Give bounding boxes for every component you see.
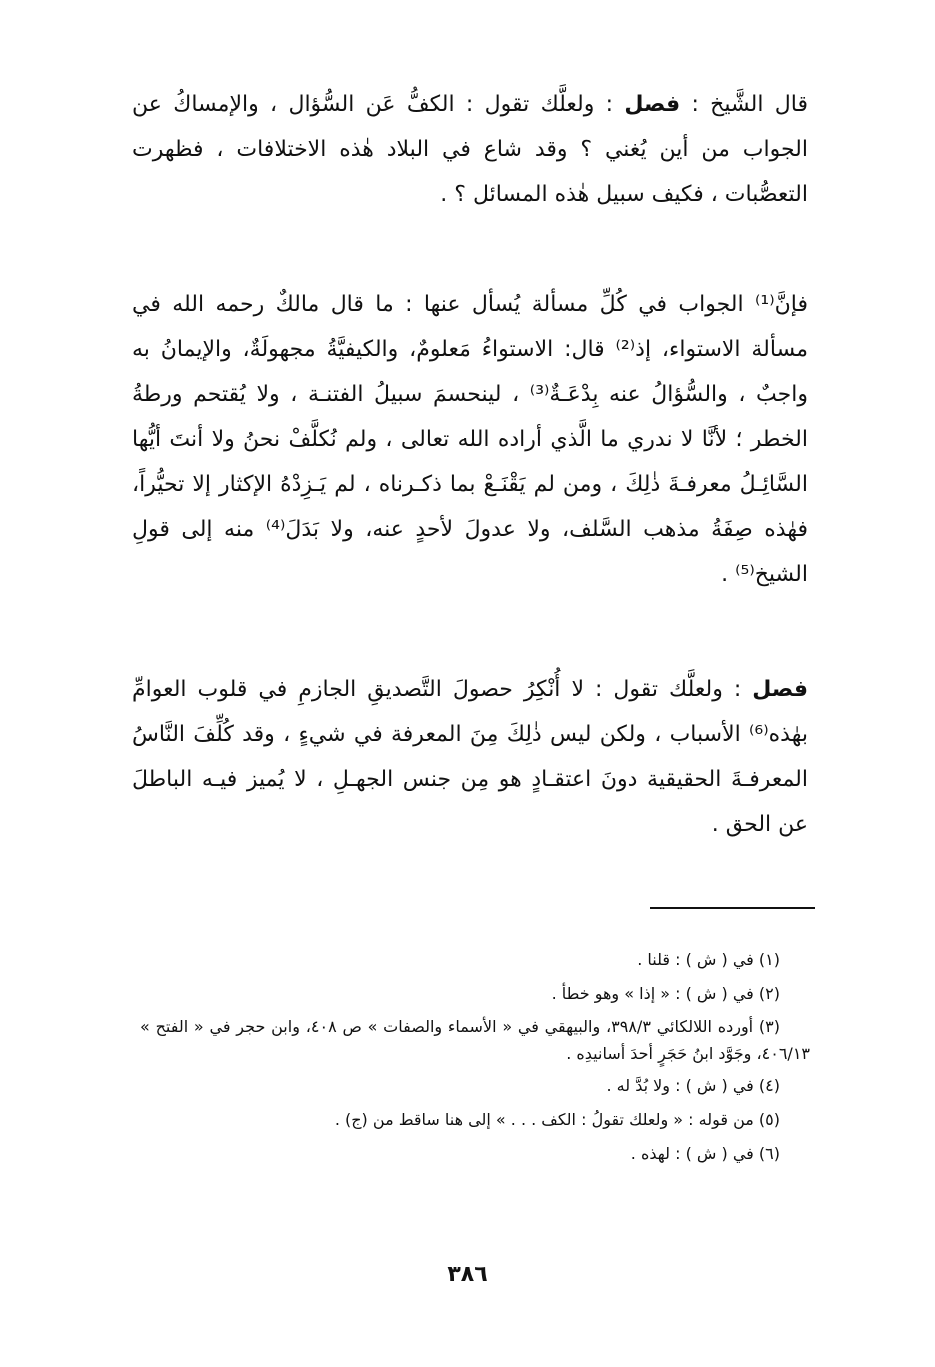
footnote-6: (٦) في ( ش ) : لهذه . bbox=[630, 1144, 780, 1163]
paragraph-1-heading: فصل bbox=[624, 92, 681, 117]
footnote-3: (٣) أورده اللالكائي ٣٩٨/٣، والبيهقي في « الأسماء والصفات » ص ٤٠٨، وابن حجر في « الفتح » ٤٠٦/١٣، وجَوَّد ابنُ حَجَرٍ أحدَ أسانيدِه . bbox=[140, 1017, 810, 1063]
footnote-5: (٥) من قوله : « ولعلك تقولُ : الكف . . . » إلى هنا ساقط من (ج) . bbox=[334, 1110, 780, 1129]
page-number: ٣٨٦ bbox=[447, 1262, 488, 1287]
paragraph-1-text: : ولعلَّك تقول : الكفُّ عَن السُّؤال ، والإمساكُ عن الجواب من أين يُغني ؟ وقد شاع في البلاد هٰذه الاختلافات ، فظهرت التعصُّبات ، فكيف سبيل هٰذه المسائل ؟ . bbox=[132, 92, 808, 207]
paragraph-2-text: فإنَّ⁽¹⁾ الجواب في كُلِّ مسألة يُسأل عنها : ما قال مالكٌ رحمه الله في مسألة الاستواء، إذ⁽²⁾ قال: الاستواءُ مَعلومٌ، والكيفيَّةُ مجهولَةٌ، والإيمانُ به واجبٌ ، والسُّؤالُ عنه بِدْعَـةٌ⁽³⁾ ، لينحسمَ سبيلُ الفتنـة ، ولا يُقتحم ورطةُ الخطر ؛ لأنَّا لا ندري ما الَّذي أراده الله تعالى ، ولم نُكلَّفْ نحنُ ولا أنتَ أيُّها السَّائِـلُ معرفـةَ ذٰلِكَ ، ومن لم يَقْنَـعْ بما ذكـرناه ، لم يَـزِدْهُ الإكثار إلا تحيُّراً، فهٰذه صِفَةُ مذهب السَّلف، ولا عدولَ لأحدٍ عنه، ولا بَدَلَ⁽⁴⁾ منه إلى قولِ الشيخ⁽⁵⁾ . bbox=[132, 292, 809, 587]
paragraph-1-lead: قال الشَّيخ : bbox=[680, 92, 808, 117]
footnote-4: (٤) في ( ش ) : ولا بُدَّ له . bbox=[606, 1076, 780, 1095]
paragraph-3 bbox=[132, 667, 808, 847]
paragraph-3-text: : ولعلَّك تقول : لا أُنْكِرُ حصولَ التَّصديقِ الجازمِ في قلوب العوامِّ بهٰذه⁽⁶⁾ الأسباب ، ولكن ليس ذٰلِكَ مِنَ المعرفة في شيءٍ ، وقد كُلِّفَ النَّاسُ المعرفـةَ الحقيقية دونَ اعتقـادٍ هو مِن جنس الجهـلِ ، لا يُميز فيـه الباطلَ عن الحق . bbox=[132, 677, 808, 837]
footnotes bbox=[140, 945, 810, 1173]
paragraph-2 bbox=[132, 282, 808, 597]
footnote-separator bbox=[650, 907, 815, 909]
footnote-2: (٢) في ( ش ) : « إذا » وهو خطأ . bbox=[551, 984, 780, 1003]
paragraph-3-heading: فصل bbox=[752, 677, 808, 702]
footnote-1: (١) في ( ش ) : قلنا . bbox=[637, 950, 780, 969]
paragraph-1 bbox=[132, 82, 808, 217]
